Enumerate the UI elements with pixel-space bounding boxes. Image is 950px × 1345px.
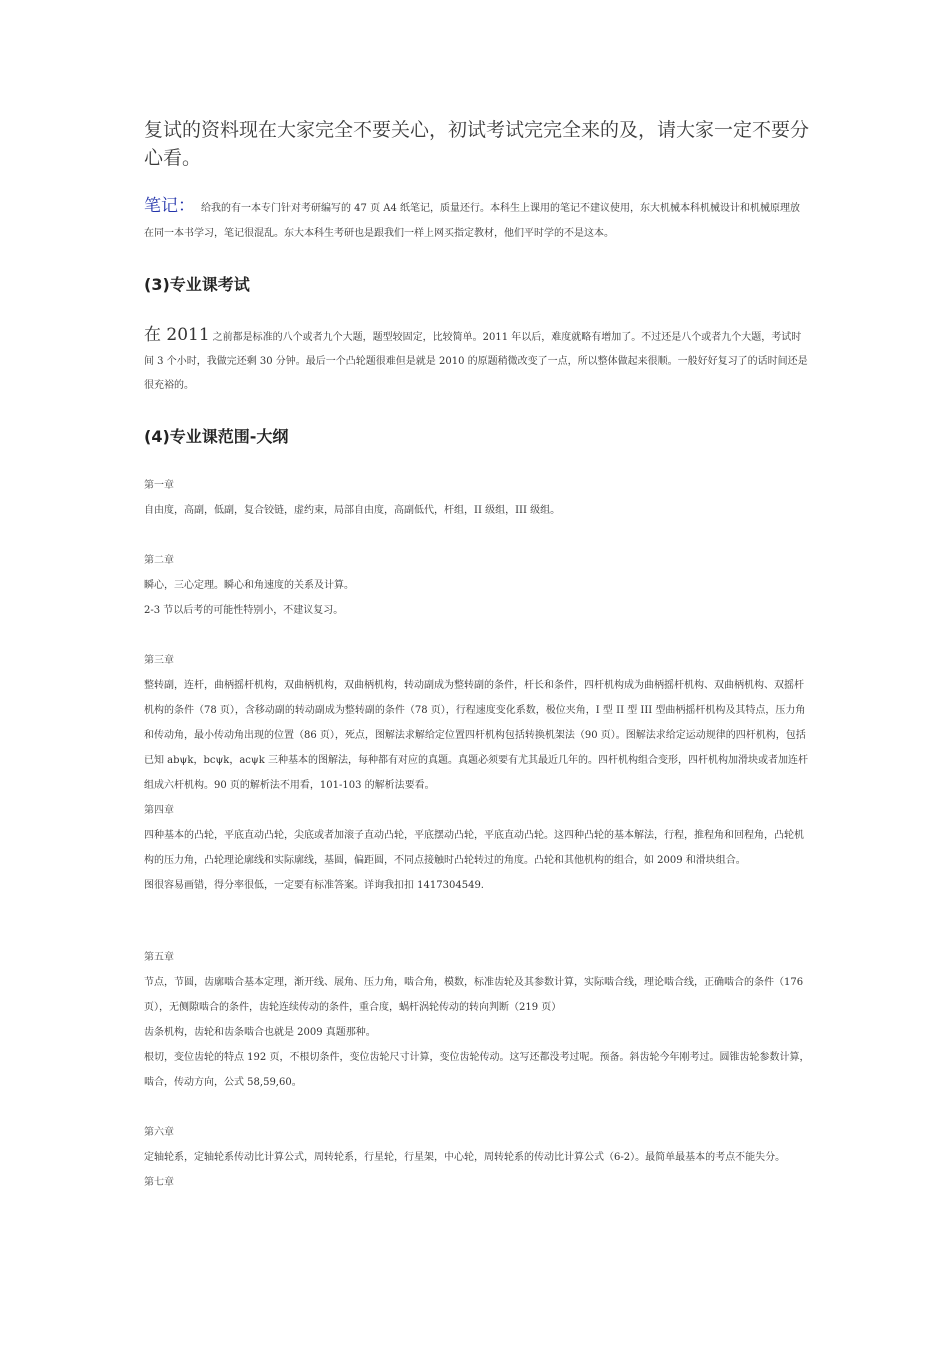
chapter-title: 第七章: [144, 1177, 174, 1188]
chapter-title: 第一章: [144, 480, 174, 491]
chapter-line: 2-3 节以后考的可能性特别小，不建议复习。: [144, 605, 344, 616]
chapter-title: 第四章: [144, 805, 174, 816]
chapter-4: [144, 798, 810, 898]
chapter-line: 定轴轮系，定轴轮系传动比计算公式，周转轮系，行星轮，行星架，中心轮，周转轮系的传动比计算公式（6-2）。最简单最基本的考点不能失分。: [144, 1152, 786, 1163]
chapter-title: 第二章: [144, 555, 174, 566]
section-heading-syllabus: (4)专业课范围-大纲: [144, 427, 289, 446]
chapter-line: 图很容易画错，得分率很低，一定要有标准答案。详询我扣扣 1417304549.: [144, 880, 484, 891]
document-page: [144, 116, 810, 1195]
chapter-3: [144, 648, 810, 798]
notes-paragraph: [144, 194, 810, 246]
chapter-line: 自由度，高副，低副，复合铰链，虚约束，局部自由度，高副低代，杆组，II 级组，III 级组。: [144, 505, 561, 516]
exam-lead: 在 2011: [144, 325, 210, 345]
chapter-5: [144, 945, 810, 1095]
intro-paragraph: 复试的资料现在大家完全不要关心，初试考试完完全来的及，请大家一定不要分心看。: [144, 119, 810, 169]
chapter-line: 四种基本的凸轮，平底直动凸轮，尖底或者加滚子直动凸轮，平底摆动凸轮，平底直动凸轮。这四种凸轮的基本解法，行程，推程角和回程角，凸轮机构的压力角，凸轮理论廓线和实际廓线，基圆，偏距圆，不同点接触时凸轮转过的角度。凸轮和其他机构的组合，如 2009 和滑块组合。: [144, 830, 804, 866]
chapter-line: 节点，节圆，齿廓啮合基本定理，渐开线、展角、压力角，啮合角，模数，标准齿轮及其参数计算，实际啮合线，理论啮合线，正确啮合的条件（176 页），无侧隙啮合的条件，齿轮连续传动的条件，重合度，蜗杆涡轮传动的转向判断（219 页）: [144, 977, 804, 1013]
chapter-2: [144, 548, 810, 623]
exam-text: 之前都是标准的八个或者九个大题，题型较固定，比较简单。2011 年以后，难度就略有增加了。不过还是八个或者九个大题，考试时间 3 个小时，我做完还剩 30 分钟。最后一个凸轮题很难但是就是 2010 的原题稍微改变了一点，所以整体做起来很顺。一般好好复习了的话时间还是很充裕的。: [144, 332, 808, 391]
chapter-1: [144, 473, 810, 523]
section-heading-exam: (3)专业课考试: [144, 275, 250, 294]
chapter-line: 瞬心，三心定理。瞬心和角速度的关系及计算。: [144, 580, 354, 591]
chapter-title: 第三章: [144, 655, 174, 666]
chapter-list: [144, 473, 810, 1195]
chapter-title: 第五章: [144, 952, 174, 963]
chapter-title: 第六章: [144, 1127, 174, 1138]
notes-text: 给我的有一本专门针对考研编写的 47 页 A4 纸笔记，质量还行。本科生上课用的笔记不建议使用，东大机械本科机械设计和机械原理放在同一本书学习，笔记很混乱。东大本科生考研也是跟我们一样上网买指定教材，他们平时学的不是这本。: [144, 203, 801, 239]
chapter-line: 整转副，连杆，曲柄摇杆机构，双曲柄机构，双曲柄机构，转动副成为整转副的条件，杆长和条件，四杆机构成为曲柄摇杆机构、双曲柄机构、双摇杆机构的条件（78 页），含移动副的转动副成为整转副的条件（78 页），行程速度变化系数，极位夹角，I 型 II 型 III 型曲柄摇杆机构及其特点，压力角和传动角，最小传动角出现的位置（86 页），死点，图解法求解给定位置四杆机构包括转换机架法（90 页）。图解法求给定运动规律的四杆机构，包括已知 abψk，bcψk，acψk 三种基本的图解法，每种都有对应的真题。真题必须要有尤其最近几年的。四杆机构组合变形，四杆机构加滑块或者加连杆组成六杆机构。90 页的解析法不用看，101-103 的解析法要看。: [144, 680, 808, 791]
notes-label: 笔记：: [144, 196, 195, 216]
chapter-line: 齿条机构，齿轮和齿条啮合也就是 2009 真题那种。: [144, 1027, 376, 1038]
chapter-line: 根切，变位齿轮的特点 192 页，不根切条件，变位齿轮尺寸计算，变位齿轮传动。这写还都没考过呢。预备。斜齿轮今年刚考过。圆锥齿轮参数计算，啮合，传动方向，公式 58,59,60。: [144, 1052, 810, 1088]
exam-paragraph: [144, 323, 810, 398]
chapter-6: [144, 1120, 810, 1170]
chapter-7: [144, 1170, 810, 1195]
